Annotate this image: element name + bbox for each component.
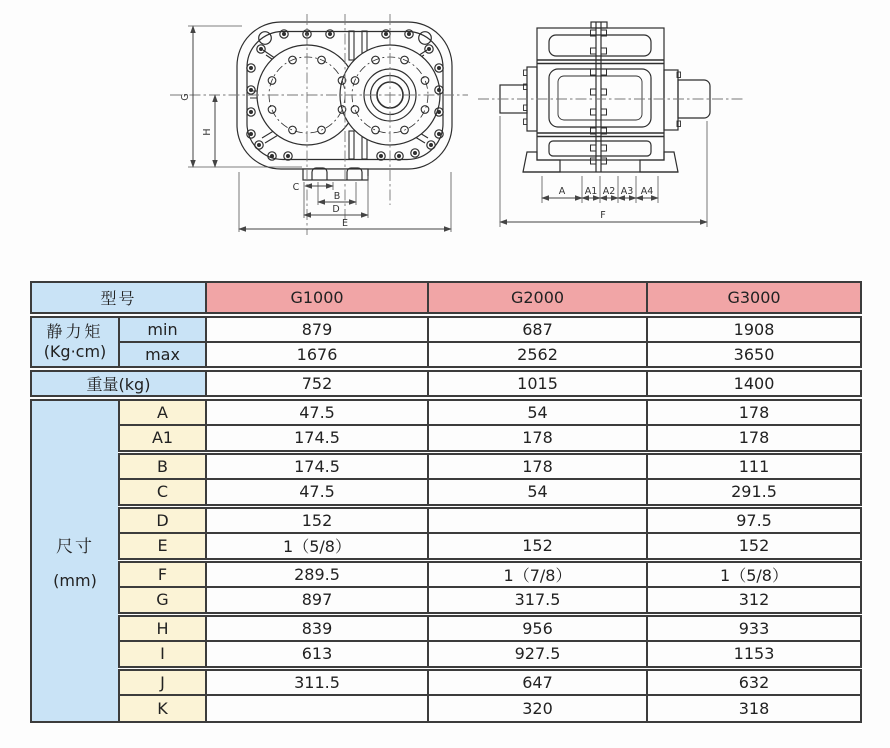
table-cell: 318	[647, 695, 861, 722]
table-cell: 613	[206, 641, 428, 668]
technical-drawing	[0, 0, 890, 281]
dimension-label-a2: A2	[602, 186, 616, 197]
table-cell: 311.5	[206, 668, 428, 695]
table-cell: 47.5	[206, 479, 428, 506]
static-moment-label	[31, 315, 119, 369]
top-chamber	[549, 35, 651, 56]
table-cell: 97.5	[647, 506, 861, 533]
static-moment-text: 静力矩	[46, 322, 104, 341]
table-row-F	[31, 560, 861, 587]
dimension-label-a3: A3	[620, 186, 634, 197]
max-label: max	[119, 342, 206, 369]
table-cell: 956	[428, 614, 647, 641]
table-cell: 1400	[647, 369, 861, 398]
parting-bolts	[591, 30, 607, 164]
table-cell: 291.5	[647, 479, 861, 506]
table-row-min	[31, 315, 861, 342]
table-cell: 647	[428, 668, 647, 695]
table-cell: 152	[428, 533, 647, 560]
table-cell: 152	[647, 533, 861, 560]
table-cell: 3650	[647, 342, 861, 369]
dimension-label-g: G	[180, 93, 191, 101]
spec-table	[30, 281, 862, 723]
front-view	[170, 14, 468, 235]
table-cell: 839	[206, 614, 428, 641]
dimension-label-f: F	[600, 210, 606, 221]
table-header-row	[31, 282, 861, 315]
mid-chamber	[549, 69, 651, 127]
table-cell: 1908	[647, 315, 861, 342]
table-cell: 2562	[428, 342, 647, 369]
table-cell: 289.5	[206, 560, 428, 587]
table-row-H	[31, 614, 861, 641]
table-cell: 178	[428, 452, 647, 479]
table-cell: 1676	[206, 342, 428, 369]
dimension-label-b: B	[333, 191, 341, 202]
table-cell: 174.5	[206, 425, 428, 452]
parting-line	[596, 22, 601, 172]
table-cell: 312	[647, 587, 861, 614]
table-cell: 1（5/8）	[206, 533, 428, 560]
gearbox-drawing-svg	[0, 0, 890, 281]
table-cell: 933	[647, 614, 861, 641]
table-cell: 47.5	[206, 398, 428, 425]
table-row-K	[31, 695, 861, 722]
table-row-G	[31, 587, 861, 614]
table-row-B	[31, 452, 861, 479]
table-row-A1	[31, 425, 861, 452]
dim-row-label: B	[119, 452, 206, 479]
dim-row-label: I	[119, 641, 206, 668]
table-row-E	[31, 533, 861, 560]
weight-label: 重量(kg)	[31, 369, 206, 398]
dimensions-text: 尺寸	[56, 537, 94, 557]
corner-hole	[259, 32, 272, 45]
model-g2000-header: G2000	[428, 282, 647, 315]
top-lug	[591, 22, 607, 28]
table-cell: 178	[428, 425, 647, 452]
right-end-cap	[664, 70, 678, 130]
table-row-J	[31, 668, 861, 695]
dimensions-label	[31, 398, 119, 722]
static-moment-unit: (Kg·cm)	[43, 342, 107, 361]
bottom-chamber	[549, 141, 651, 156]
dimensions-unit: (mm)	[53, 571, 97, 590]
dim-row-label: D	[119, 506, 206, 533]
table-cell: 632	[647, 668, 861, 695]
dimension-label-d: D	[332, 204, 340, 215]
side-view	[478, 22, 745, 227]
table-row-D	[31, 506, 861, 533]
table-row-C	[31, 479, 861, 506]
dimension-label-c: C	[292, 182, 300, 193]
table-cell: 54	[428, 398, 647, 425]
dim-row-label: C	[119, 479, 206, 506]
dimension-label-e: E	[341, 218, 349, 229]
dim-row-label: E	[119, 533, 206, 560]
table-cell: 178	[647, 398, 861, 425]
table-cell: 111	[647, 452, 861, 479]
table-cell: 1015	[428, 369, 647, 398]
table-cell: 927.5	[428, 641, 647, 668]
table-row-max	[31, 342, 861, 369]
table-cell: 152	[206, 506, 428, 533]
table-cell: 687	[428, 315, 647, 342]
table-row-I	[31, 641, 861, 668]
table-cell: 1153	[647, 641, 861, 668]
table-cell: 752	[206, 369, 428, 398]
dim-row-label: G	[119, 587, 206, 614]
table-cell: 317.5	[428, 587, 647, 614]
dim-row-label: A1	[119, 425, 206, 452]
dimension-label-h: H	[202, 128, 213, 136]
table-cell	[428, 506, 647, 533]
table-cell: 879	[206, 315, 428, 342]
table-cell	[206, 695, 428, 722]
dim-row-label: K	[119, 695, 206, 722]
mid-chamber-inner	[558, 76, 642, 120]
dimension-label-a: A	[558, 186, 566, 197]
table-cell: 54	[428, 479, 647, 506]
dim-row-label: F	[119, 560, 206, 587]
dim-row-label: J	[119, 668, 206, 695]
corner-hole	[419, 32, 432, 45]
dim-row-label: H	[119, 614, 206, 641]
dimension-label-a1: A1	[584, 186, 598, 197]
table-cell: 320	[428, 695, 647, 722]
table-row-weight	[31, 369, 861, 398]
table-row-A	[31, 398, 861, 425]
min-label: min	[119, 315, 206, 342]
model-g3000-header: G3000	[647, 282, 861, 315]
model-g1000-header: G1000	[206, 282, 428, 315]
table-cell: 897	[206, 587, 428, 614]
model-header-label: 型号	[31, 282, 206, 315]
mounting-base	[303, 168, 368, 180]
table-cell: 1（5/8）	[647, 560, 861, 587]
table-cell: 174.5	[206, 452, 428, 479]
dimension-label-a4: A4	[640, 186, 654, 197]
table-cell: 1（7/8）	[428, 560, 647, 587]
table-cell: 178	[647, 425, 861, 452]
dim-row-label: A	[119, 398, 206, 425]
